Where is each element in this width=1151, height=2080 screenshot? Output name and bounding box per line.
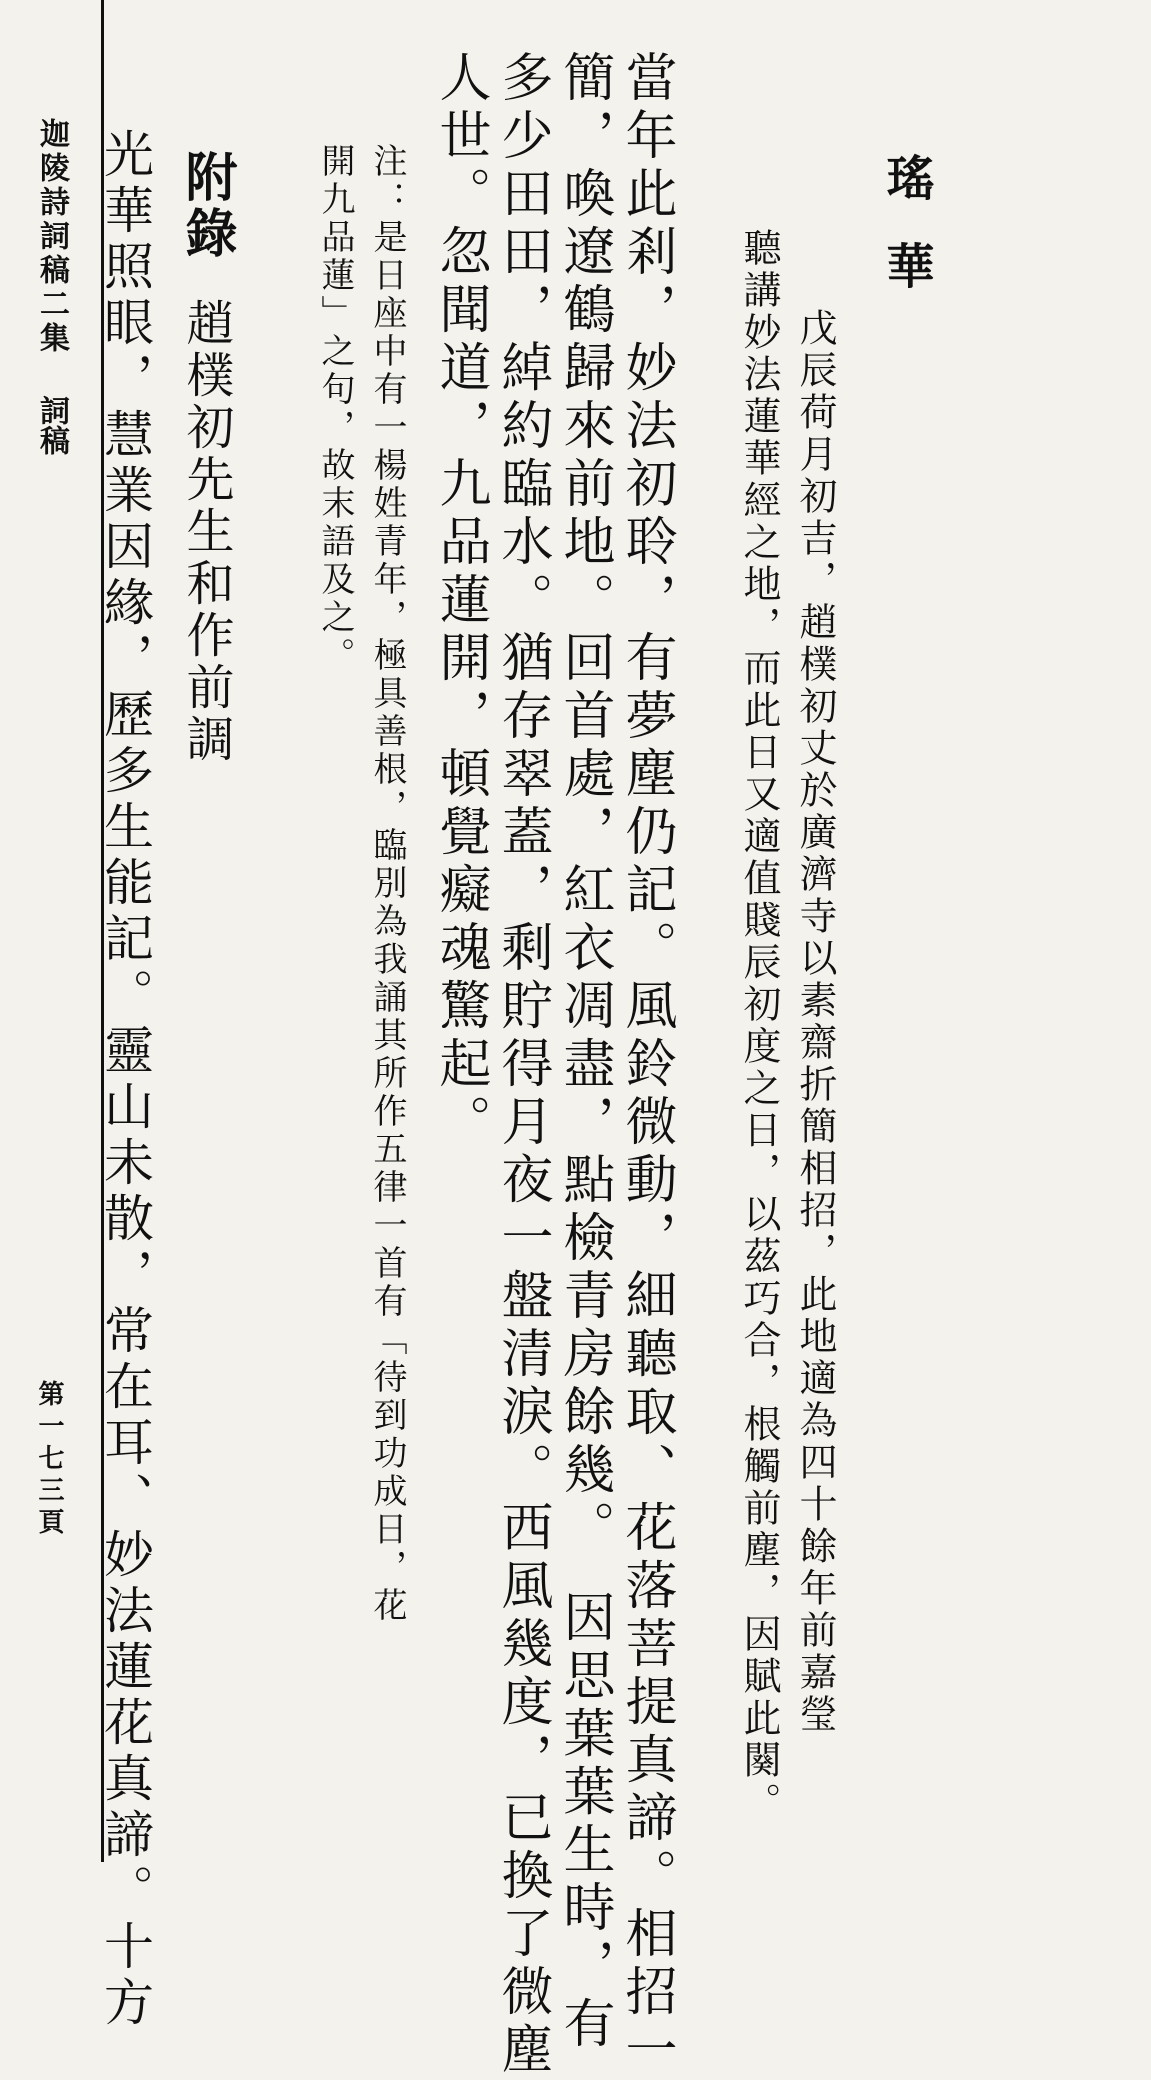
lyric-line-3: 多少田田，綽約臨水。猶存翠蓋，剩貯得月夜一盤清淚。西風幾度，已換了微塵 [492, 50, 552, 2080]
running-section-label: 詞稿 [34, 395, 69, 455]
tune-title: 瑤華 [878, 153, 934, 329]
appendix-label: 附錄 [176, 150, 237, 262]
running-page-number: 第一七三頁 [34, 1380, 64, 1540]
lyric-line-1: 當年此剎，妙法初聆，有夢塵仍記。風鈴微動，細聽取、花落菩提真諦。相招一 [616, 50, 676, 2080]
note-line-2: 開九品蓮」之句，故末語及之。 [315, 143, 355, 675]
lyric-line-4: 人世。忽聞道，九品蓮開，頓覺癡魂驚起。 [430, 50, 490, 1152]
note-line-1: 注：是日座中有一楊姓青年，極具善根，臨別為我誦其所作五律一首有「待到功成日，花 [367, 143, 407, 1625]
appendix-title: 趙樸初先生和作前調 [178, 298, 234, 766]
running-book-title: 迦陵詩詞稿二集 [34, 118, 69, 356]
preface-line-2: 聽講妙法蓮華經之地，而此日又適值賤辰初度之日，以茲巧合，根觸前塵，因賦此闋。 [737, 228, 781, 1824]
lyric-line-2: 簡，喚遼鶴歸來前地。回首處，紅衣凋盡，點檢青房餘幾。 因思葉葉生時，有 [554, 50, 614, 2054]
preface-line-1: 戊辰荷月初吉，趙樸初丈於廣濟寺以素齋折簡相招，此地適為四十餘年前嘉瑩 [793, 308, 837, 1736]
appendix-first-line: 光華照眼，慧業因緣，歷多生能記。靈山未散，常在耳、妙法蓮花真諦。十方 [96, 128, 154, 2032]
